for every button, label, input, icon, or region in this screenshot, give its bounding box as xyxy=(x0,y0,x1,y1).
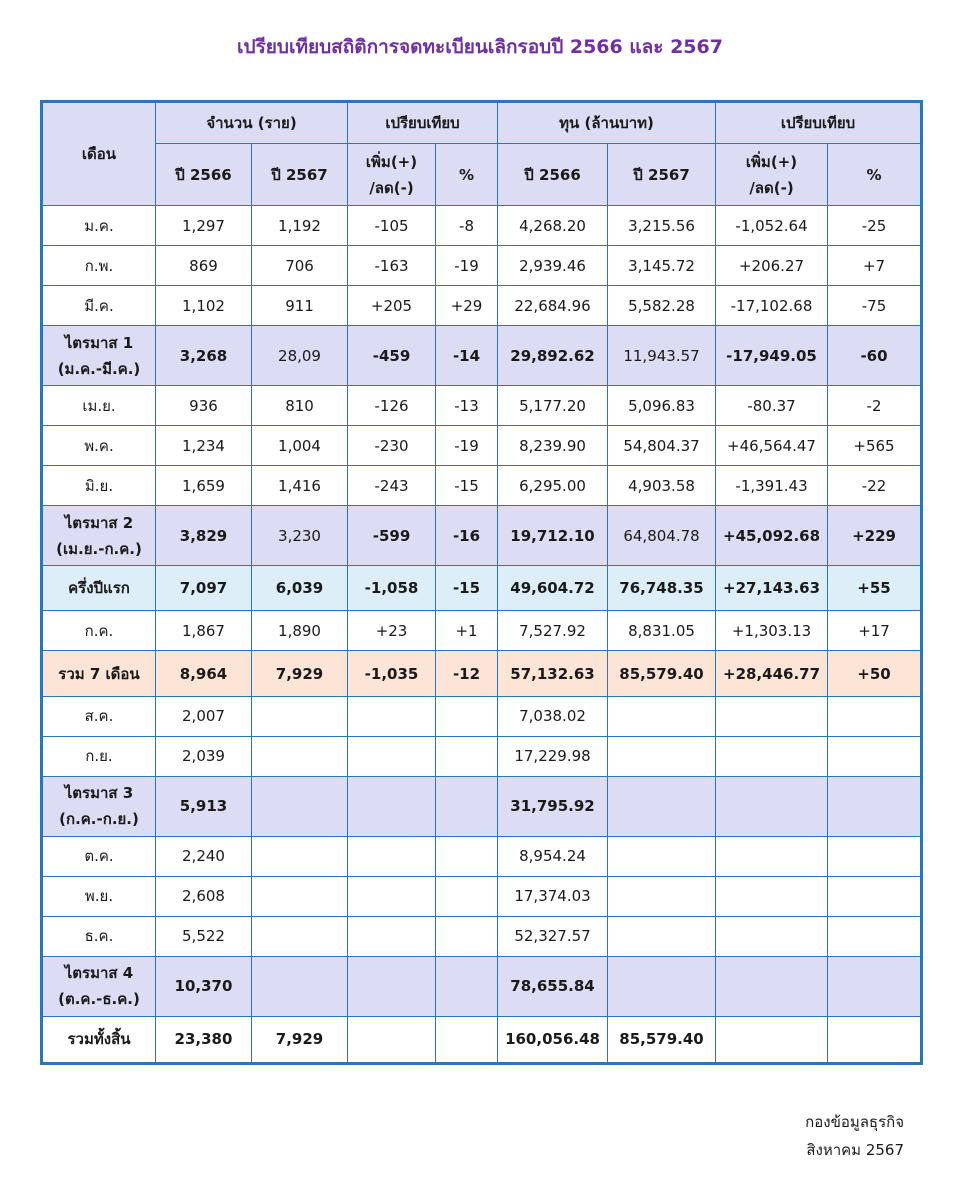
cell-c66: 1,867 xyxy=(156,611,252,651)
table-row xyxy=(42,566,922,611)
cell-c66: 5,522 xyxy=(156,916,252,956)
row-label: ส.ค. xyxy=(42,696,156,736)
cell-kdiff: +45,092.68 xyxy=(716,506,828,566)
page-title: เปรียบเทียบสถิติการจดทะเบียนเลิกรอบปี 2566 และ 2567 xyxy=(237,36,723,58)
cell-cdiff: +23 xyxy=(348,611,436,651)
cell-c66: 1,659 xyxy=(156,466,252,506)
statistics-table xyxy=(40,100,923,1065)
cell-cpct: -13 xyxy=(436,386,498,426)
cell-k67: 85,579.40 xyxy=(608,1016,716,1063)
cell-k66: 160,056.48 xyxy=(498,1016,608,1063)
table-row xyxy=(42,776,922,836)
cell-c67: 28,09 xyxy=(252,326,348,386)
cell-kdiff: -80.37 xyxy=(716,386,828,426)
row-label: พ.ย. xyxy=(42,876,156,916)
row-label: ต.ค. xyxy=(42,836,156,876)
cell-kpct: -25 xyxy=(828,206,922,246)
row-label: ครึ่งปีแรก xyxy=(42,566,156,611)
cell-cdiff xyxy=(348,736,436,776)
header-capital-group: ทุน (ล้านบาท) xyxy=(498,102,716,144)
cell-k66: 29,892.62 xyxy=(498,326,608,386)
footer xyxy=(740,1108,904,1164)
cell-c67: 7,929 xyxy=(252,1016,348,1063)
table-row xyxy=(42,611,922,651)
cell-c66: 5,913 xyxy=(156,776,252,836)
cell-kpct: -75 xyxy=(828,286,922,326)
cell-c67: 810 xyxy=(252,386,348,426)
row-label: ก.พ. xyxy=(42,246,156,286)
cell-cpct: -8 xyxy=(436,206,498,246)
cell-kpct: +50 xyxy=(828,651,922,696)
cell-c66: 10,370 xyxy=(156,956,252,1016)
cell-cpct xyxy=(436,836,498,876)
header-capital-2567: ปี 2567 xyxy=(608,144,716,206)
cell-cdiff: -243 xyxy=(348,466,436,506)
table-row xyxy=(42,426,922,466)
cell-cpct xyxy=(436,956,498,1016)
cell-cdiff xyxy=(348,956,436,1016)
cell-cdiff xyxy=(348,696,436,736)
cell-cdiff xyxy=(348,836,436,876)
table-row xyxy=(42,736,922,776)
row-label: ก.ค. xyxy=(42,611,156,651)
cell-c67 xyxy=(252,916,348,956)
cell-kdiff: +27,143.63 xyxy=(716,566,828,611)
cell-k66: 31,795.92 xyxy=(498,776,608,836)
row-label: ไตรมาส 3 (ก.ค.-ก.ย.) xyxy=(42,776,156,836)
header-count-2567: ปี 2567 xyxy=(252,144,348,206)
cell-c67: 3,230 xyxy=(252,506,348,566)
cell-cpct xyxy=(436,696,498,736)
cell-k67: 54,804.37 xyxy=(608,426,716,466)
row-label: พ.ค. xyxy=(42,426,156,466)
cell-k66: 19,712.10 xyxy=(498,506,608,566)
cell-c66: 1,234 xyxy=(156,426,252,466)
footer-org: กองข้อมูลธุรกิจ xyxy=(805,1113,904,1131)
cell-c66: 3,268 xyxy=(156,326,252,386)
cell-cdiff: -1,035 xyxy=(348,651,436,696)
cell-kpct xyxy=(828,836,922,876)
table-row xyxy=(42,696,922,736)
cell-kdiff xyxy=(716,956,828,1016)
cell-cpct: -12 xyxy=(436,651,498,696)
cell-c67 xyxy=(252,776,348,836)
cell-kdiff xyxy=(716,836,828,876)
cell-k66: 49,604.72 xyxy=(498,566,608,611)
cell-cdiff: -459 xyxy=(348,326,436,386)
cell-kdiff xyxy=(716,736,828,776)
row-label: มี.ค. xyxy=(42,286,156,326)
cell-cpct: -15 xyxy=(436,466,498,506)
header-capital-compare: เปรียบเทียบ xyxy=(716,102,922,144)
cell-cdiff: -1,058 xyxy=(348,566,436,611)
header-capital-change: เพิ่ม(+) /ลด(-) xyxy=(716,144,828,206)
table-row xyxy=(42,206,922,246)
cell-k67 xyxy=(608,736,716,776)
cell-k67: 3,145.72 xyxy=(608,246,716,286)
row-label: ไตรมาส 4 (ต.ค.-ธ.ค.) xyxy=(42,956,156,1016)
cell-k67: 64,804.78 xyxy=(608,506,716,566)
cell-c67: 6,039 xyxy=(252,566,348,611)
cell-cpct: -15 xyxy=(436,566,498,611)
cell-kdiff xyxy=(716,696,828,736)
cell-k67: 11,943.57 xyxy=(608,326,716,386)
table-row xyxy=(42,876,922,916)
cell-c66: 2,608 xyxy=(156,876,252,916)
cell-c66: 23,380 xyxy=(156,1016,252,1063)
cell-cdiff: -126 xyxy=(348,386,436,426)
cell-cpct: -19 xyxy=(436,426,498,466)
row-label: เม.ย. xyxy=(42,386,156,426)
cell-c66: 2,007 xyxy=(156,696,252,736)
cell-kdiff: -17,949.05 xyxy=(716,326,828,386)
cell-k67 xyxy=(608,836,716,876)
footer-date: สิงหาคม 2567 xyxy=(806,1141,904,1159)
cell-kdiff: -17,102.68 xyxy=(716,286,828,326)
cell-c66: 3,829 xyxy=(156,506,252,566)
table-row xyxy=(42,836,922,876)
cell-c67 xyxy=(252,956,348,1016)
cell-kdiff: +206.27 xyxy=(716,246,828,286)
cell-cdiff: -105 xyxy=(348,206,436,246)
cell-kpct: +229 xyxy=(828,506,922,566)
cell-cpct: +1 xyxy=(436,611,498,651)
header-count-change: เพิ่ม(+) /ลด(-) xyxy=(348,144,436,206)
cell-kdiff xyxy=(716,876,828,916)
cell-kdiff xyxy=(716,1016,828,1063)
cell-kpct xyxy=(828,956,922,1016)
cell-k67 xyxy=(608,956,716,1016)
row-label: ม.ค. xyxy=(42,206,156,246)
row-label: รวม 7 เดือน xyxy=(42,651,156,696)
cell-cdiff: -599 xyxy=(348,506,436,566)
cell-cpct xyxy=(436,876,498,916)
cell-kpct xyxy=(828,736,922,776)
cell-cdiff xyxy=(348,1016,436,1063)
header-month: เดือน xyxy=(42,102,156,206)
cell-kpct xyxy=(828,916,922,956)
cell-cdiff: -230 xyxy=(348,426,436,466)
cell-kpct: -60 xyxy=(828,326,922,386)
cell-c67 xyxy=(252,696,348,736)
header-count-2566: ปี 2566 xyxy=(156,144,252,206)
cell-k67: 3,215.56 xyxy=(608,206,716,246)
cell-kpct: -22 xyxy=(828,466,922,506)
cell-k66: 2,939.46 xyxy=(498,246,608,286)
cell-c67: 1,416 xyxy=(252,466,348,506)
cell-k67: 4,903.58 xyxy=(608,466,716,506)
cell-kdiff: -1,391.43 xyxy=(716,466,828,506)
row-label: ก.ย. xyxy=(42,736,156,776)
cell-kpct xyxy=(828,1016,922,1063)
cell-c67 xyxy=(252,876,348,916)
cell-c66: 869 xyxy=(156,246,252,286)
cell-c67 xyxy=(252,736,348,776)
cell-kpct xyxy=(828,776,922,836)
header-capital-pct: % xyxy=(828,144,922,206)
cell-cdiff: +205 xyxy=(348,286,436,326)
cell-kdiff: -1,052.64 xyxy=(716,206,828,246)
cell-k67 xyxy=(608,916,716,956)
cell-c66: 1,297 xyxy=(156,206,252,246)
cell-k66: 57,132.63 xyxy=(498,651,608,696)
cell-c66: 7,097 xyxy=(156,566,252,611)
cell-k67 xyxy=(608,696,716,736)
cell-k66: 6,295.00 xyxy=(498,466,608,506)
cell-c66: 2,039 xyxy=(156,736,252,776)
cell-kpct: +7 xyxy=(828,246,922,286)
cell-kpct xyxy=(828,876,922,916)
cell-c66: 1,102 xyxy=(156,286,252,326)
cell-c66: 2,240 xyxy=(156,836,252,876)
cell-cdiff xyxy=(348,776,436,836)
cell-c66: 936 xyxy=(156,386,252,426)
table-row xyxy=(42,386,922,426)
cell-k66: 52,327.57 xyxy=(498,916,608,956)
cell-cdiff xyxy=(348,876,436,916)
cell-c67: 706 xyxy=(252,246,348,286)
cell-c66: 8,964 xyxy=(156,651,252,696)
cell-kpct: -2 xyxy=(828,386,922,426)
cell-k66: 17,374.03 xyxy=(498,876,608,916)
cell-cpct: +29 xyxy=(436,286,498,326)
cell-k67: 85,579.40 xyxy=(608,651,716,696)
table-body xyxy=(42,206,922,1064)
cell-k66: 17,229.98 xyxy=(498,736,608,776)
cell-k67: 5,582.28 xyxy=(608,286,716,326)
cell-kdiff xyxy=(716,916,828,956)
cell-k67 xyxy=(608,776,716,836)
cell-cpct xyxy=(436,776,498,836)
cell-cpct: -14 xyxy=(436,326,498,386)
header-count-pct: % xyxy=(436,144,498,206)
header-count-compare: เปรียบเทียบ xyxy=(348,102,498,144)
cell-k67: 76,748.35 xyxy=(608,566,716,611)
cell-k66: 5,177.20 xyxy=(498,386,608,426)
cell-cdiff xyxy=(348,916,436,956)
cell-kdiff: +28,446.77 xyxy=(716,651,828,696)
cell-kpct xyxy=(828,696,922,736)
cell-k66: 8,954.24 xyxy=(498,836,608,876)
cell-cpct xyxy=(436,736,498,776)
cell-k66: 7,527.92 xyxy=(498,611,608,651)
table-row xyxy=(42,956,922,1016)
cell-k67: 5,096.83 xyxy=(608,386,716,426)
table-row xyxy=(42,286,922,326)
header-capital-2566: ปี 2566 xyxy=(498,144,608,206)
row-label: ไตรมาส 1 (ม.ค.-มี.ค.) xyxy=(42,326,156,386)
header-count-group: จำนวน (ราย) xyxy=(156,102,348,144)
cell-kdiff xyxy=(716,776,828,836)
table-row xyxy=(42,326,922,386)
cell-c67: 1,890 xyxy=(252,611,348,651)
table-row xyxy=(42,916,922,956)
cell-c67: 911 xyxy=(252,286,348,326)
cell-cpct xyxy=(436,1016,498,1063)
row-label: ธ.ค. xyxy=(42,916,156,956)
cell-c67 xyxy=(252,836,348,876)
row-label: ไตรมาส 2 (เม.ย.-ก.ค.) xyxy=(42,506,156,566)
cell-cpct: -16 xyxy=(436,506,498,566)
cell-c67: 1,192 xyxy=(252,206,348,246)
cell-k66: 7,038.02 xyxy=(498,696,608,736)
table-row xyxy=(42,651,922,696)
row-label: มิ.ย. xyxy=(42,466,156,506)
cell-kdiff: +1,303.13 xyxy=(716,611,828,651)
table-row xyxy=(42,246,922,286)
cell-cpct xyxy=(436,916,498,956)
cell-k67: 8,831.05 xyxy=(608,611,716,651)
cell-c67: 7,929 xyxy=(252,651,348,696)
cell-cpct: -19 xyxy=(436,246,498,286)
cell-k66: 78,655.84 xyxy=(498,956,608,1016)
table-row xyxy=(42,466,922,506)
cell-c67: 1,004 xyxy=(252,426,348,466)
cell-kpct: +55 xyxy=(828,566,922,611)
table-row xyxy=(42,506,922,566)
cell-kpct: +17 xyxy=(828,611,922,651)
cell-k66: 4,268.20 xyxy=(498,206,608,246)
table-row xyxy=(42,1016,922,1063)
cell-kdiff: +46,564.47 xyxy=(716,426,828,466)
row-label: รวมทั้งสิ้น xyxy=(42,1016,156,1063)
cell-k66: 8,239.90 xyxy=(498,426,608,466)
cell-k67 xyxy=(608,876,716,916)
cell-kpct: +565 xyxy=(828,426,922,466)
cell-k66: 22,684.96 xyxy=(498,286,608,326)
cell-cdiff: -163 xyxy=(348,246,436,286)
